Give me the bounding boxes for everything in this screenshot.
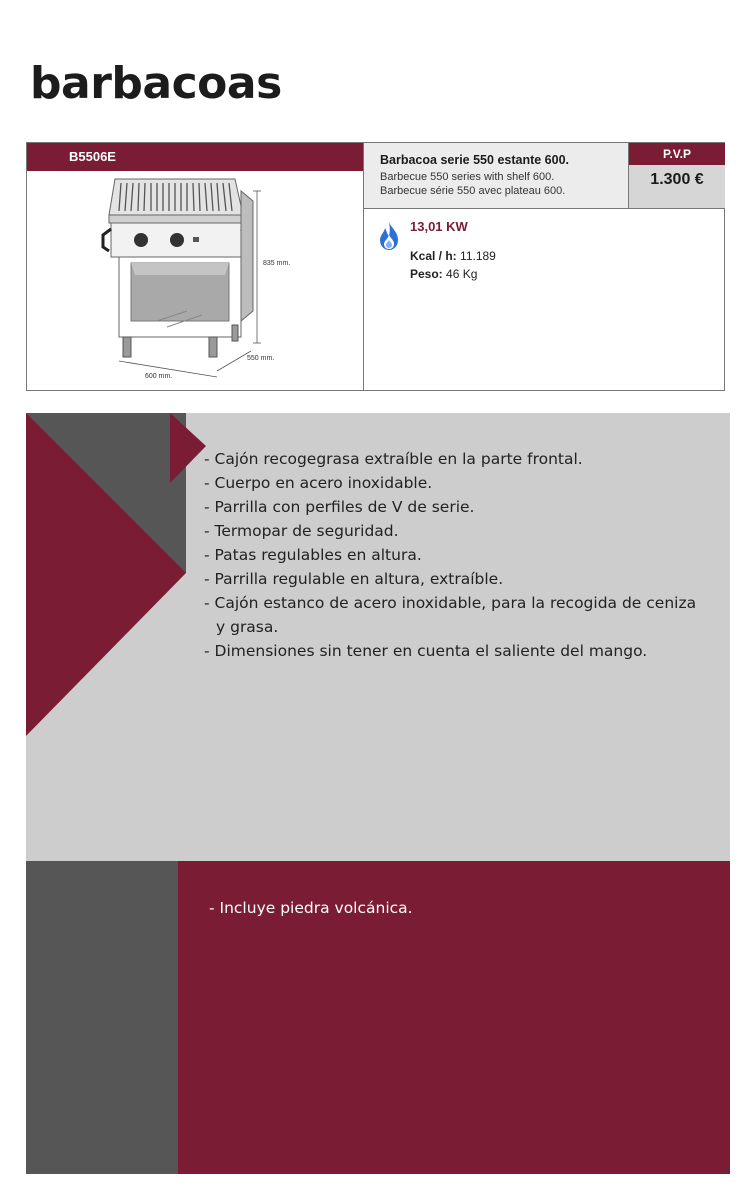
spec-area (364, 209, 726, 390)
power-value: 13,01 KW (410, 219, 468, 234)
dimension-height: 835 mm. (263, 260, 291, 267)
feature-item: - Cuerpo en acero inoxidable. (204, 474, 433, 492)
description-es: Barbacoa serie 550 estante 600. (380, 153, 570, 167)
kcal-row (410, 249, 496, 263)
product-image (27, 171, 363, 390)
features-list (204, 447, 704, 663)
extras-panel (26, 861, 730, 1174)
features-panel (26, 413, 730, 861)
product-code: B5506E (27, 143, 363, 171)
extras-item: - Incluye piedra volcánica. (209, 899, 413, 917)
page-title: barbacoas (30, 58, 282, 109)
feature-item: - Cajón recogegrasa extraíble en la parte frontal. (204, 450, 583, 468)
dimension-depth: 550 mm. (247, 355, 275, 362)
extras-sidebar (26, 861, 178, 1174)
product-card (26, 142, 725, 391)
feature-item: - Cajón estanco de acero inoxidable, para la recogida de ceniza y grasa. (204, 594, 697, 636)
feature-item: - Parrilla regulable en altura, extraíble. (204, 570, 504, 588)
kcal-label: Kcal / h: (410, 249, 457, 263)
price-value: 1.300 € (650, 171, 704, 188)
kcal-value: 11.189 (460, 249, 496, 263)
price-label: P.V.P (629, 143, 725, 165)
weight-value: 46 Kg (446, 267, 478, 281)
feature-item: - Patas regulables en altura. (204, 546, 422, 564)
description-fr: Barbecue série 550 avec plateau 600. (380, 185, 566, 197)
flame-icon (378, 221, 400, 251)
weight-label: Peso: (410, 267, 443, 281)
feature-item: - Dimensiones sin tener en cuenta el saliente del mango. (204, 642, 648, 660)
feature-item: - Termopar de seguridad. (204, 522, 399, 540)
feature-item: - Parrilla con perfiles de V de serie. (204, 498, 475, 516)
dimension-width: 600 mm. (145, 373, 173, 380)
product-description (364, 143, 628, 209)
price-box (628, 143, 725, 209)
description-en: Barbecue 550 series with shelf 600. (380, 171, 555, 183)
barbecue-drawing (27, 171, 363, 390)
weight-row (410, 267, 477, 281)
